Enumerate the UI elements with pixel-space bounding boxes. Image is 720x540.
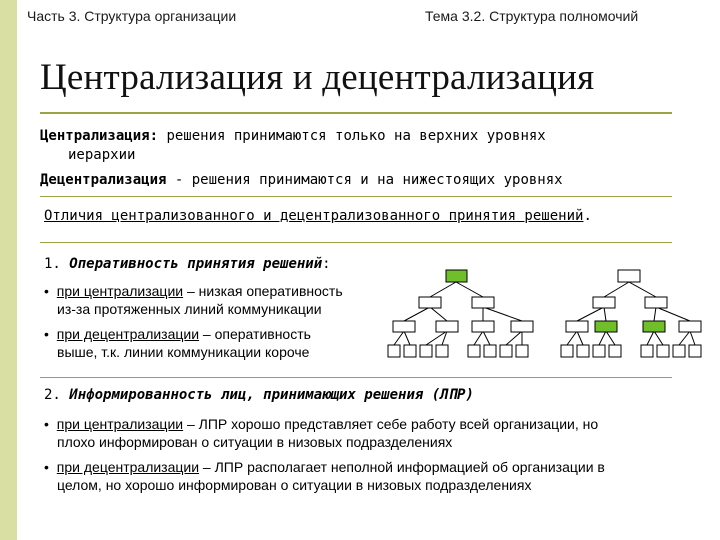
section1-colon: :	[322, 256, 331, 272]
page-title: Централизация и децентрализация	[40, 57, 595, 98]
level3-node	[679, 321, 701, 332]
bullet-glyph: •	[44, 459, 49, 475]
bullet-glyph: •	[44, 283, 49, 299]
centralized-tree	[388, 270, 533, 357]
s2-bullet2	[44, 459, 605, 475]
centralization-text: решения принимаются только на верхних уровнях	[158, 128, 546, 144]
decentralized-tree	[561, 270, 701, 357]
bullet-glyph: •	[44, 416, 49, 432]
leaf-node	[500, 345, 512, 357]
mid-node	[419, 297, 441, 308]
leaf-node	[484, 345, 496, 357]
s2-bullet1	[44, 416, 598, 432]
differences-period: .	[583, 208, 592, 224]
s2-bullet1-cont: плохо информирован о ситуации в низовых подразделениях	[57, 434, 453, 450]
leaf-node	[657, 345, 669, 357]
leaf-node	[420, 345, 432, 357]
s1-bullet1-cont: из-за протяженных линий коммуникации	[57, 301, 322, 317]
s1-bullet1-text: – низкая оперативность	[183, 283, 343, 299]
level3-node	[393, 321, 415, 332]
s1-bullet2-link[interactable]: при децентрализации	[56, 326, 200, 342]
leaf-node	[593, 345, 605, 357]
divider-3	[40, 377, 672, 378]
s1-bullet1-link[interactable]: при централизации	[56, 283, 184, 299]
section2-number: 2.	[44, 387, 70, 403]
leaf-node	[468, 345, 480, 357]
leaf-node	[673, 345, 685, 357]
leaf-node	[689, 345, 701, 357]
s2-bullet2-cont: целом, но хорошо информирован о ситуации в низовых подразделениях	[57, 477, 532, 493]
header-topic: Тема 3.2. Структура полномочий	[425, 8, 639, 24]
level3-node	[566, 321, 588, 332]
leaf-node	[641, 345, 653, 357]
header-part: Часть 3. Структура организации	[27, 8, 237, 24]
level3-node	[436, 321, 458, 332]
leaf-node	[436, 345, 448, 357]
s2-bullet1-link[interactable]: при централизации	[56, 416, 184, 432]
bullet-glyph: •	[44, 326, 49, 342]
centralization-text-cont: иерархии	[68, 147, 136, 163]
s1-bullet2-cont: выше, т.к. линии коммуникации короче	[57, 344, 310, 360]
s1-bullet2-text: – оперативность	[199, 326, 311, 342]
section1-title: Оперативность принятия решений	[69, 256, 323, 272]
level3-node-highlighted	[595, 321, 617, 332]
level3-node	[472, 321, 494, 332]
s2-bullet1-text: – ЛПР хорошо представляет себе работу всей организации, но	[183, 416, 599, 432]
leaf-node	[516, 345, 528, 357]
level3-node	[511, 321, 533, 332]
root-node-highlighted	[446, 270, 467, 282]
leaf-node	[561, 345, 573, 357]
leaf-node	[609, 345, 621, 357]
section2-title: Информированность лиц, принимающих решения (ЛПР)	[69, 387, 474, 403]
leaf-node	[577, 345, 589, 357]
mid-node	[472, 297, 494, 308]
s2-bullet2-text: – ЛПР располагает неполной информацией об организации в	[199, 459, 605, 475]
level3-node-highlighted	[643, 321, 665, 332]
section2-heading	[44, 387, 474, 403]
s2-bullet2-link[interactable]: при децентрализации	[56, 459, 200, 475]
leaf-node	[388, 345, 400, 357]
leaf-node	[404, 345, 416, 357]
section1-number: 1.	[44, 256, 70, 272]
mid-node	[593, 297, 615, 308]
decentralization-term: Децентрализация	[40, 172, 167, 188]
decentralization-text: - решения принимаются и на нижестоящих уровнях	[166, 172, 563, 188]
root-node	[618, 270, 640, 282]
centralization-term: Централизация:	[40, 128, 159, 144]
mid-node	[645, 297, 667, 308]
differences-heading-text: Отличия централизованного и децентрализованного принятия решений	[44, 208, 584, 224]
